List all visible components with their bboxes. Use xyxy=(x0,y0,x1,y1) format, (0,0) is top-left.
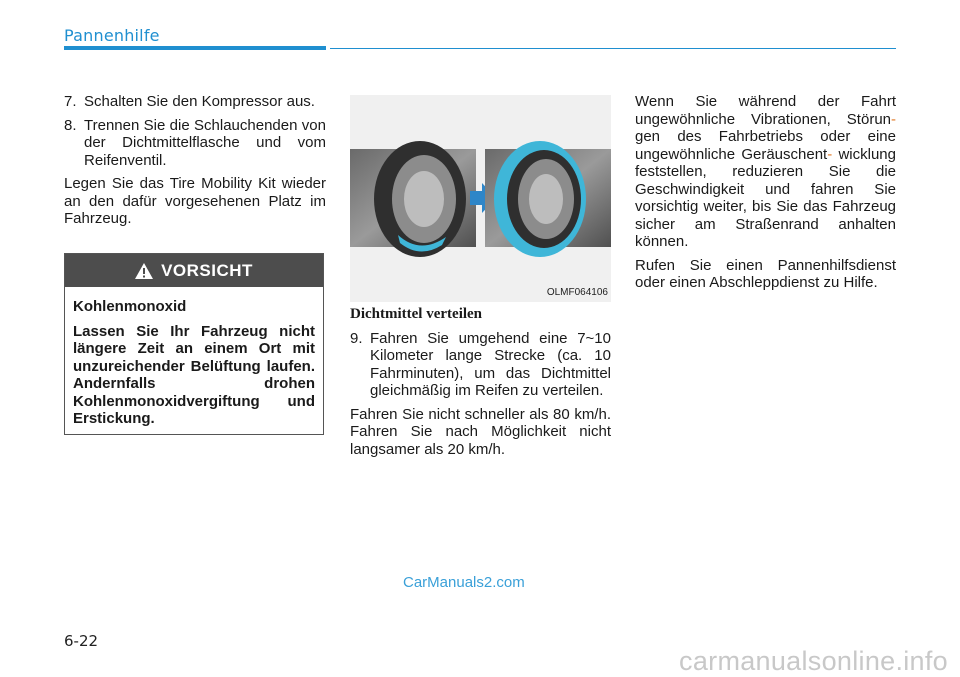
header-rule-thin xyxy=(330,48,896,49)
step-text: Trennen Sie die Schlauchenden von der Dichtmittelflasche und vom Reifenventil. xyxy=(84,116,326,169)
text-part: wicklung feststellen, reduzieren Sie die Geschwindigkeit und fahren Sie vorsichtig weiter, bis Sie das Fahrzeug sicher am Straßenrand anhalten können. xyxy=(635,145,896,250)
step-9 xyxy=(350,330,611,400)
hyphen: - xyxy=(891,110,896,128)
section-title: Pannenhilfe xyxy=(64,26,160,45)
figure-code: OLMF064106 xyxy=(546,287,608,298)
site-watermark: carmanualsonline.info xyxy=(679,646,948,676)
header-rule-thick xyxy=(64,46,326,50)
step-number: 9. xyxy=(350,329,363,347)
caution-header xyxy=(65,254,323,287)
page-number: 6-22 xyxy=(64,632,99,650)
column-right xyxy=(635,93,896,298)
caution-title: Kohlenmonoxid xyxy=(73,298,187,315)
subsection-heading: Dichtmittel verteilen xyxy=(350,306,483,322)
caution-text: Lassen Sie Ihr Fahrzeug nicht längere Zeit an einem Ort mit unzureichender Belüftung laufen. Andernfalls drohen Kohlenmonoxidvergiftung und Erstickung. xyxy=(73,322,315,427)
watermark-link[interactable]: CarManuals2.com xyxy=(403,574,525,591)
step-text: Schalten Sie den Kompressor aus. xyxy=(84,93,315,110)
paragraph-assistance: Rufen Sie einen Pannenhilfsdienst oder einen Abschleppdienst zu Hilfe. xyxy=(635,256,896,291)
caution-box xyxy=(64,253,324,435)
caution-body xyxy=(65,287,323,428)
tire-illustration xyxy=(350,95,611,302)
paragraph-speed: Fahren Sie nicht schneller als 80 km/h. Fahren Sie nach Möglichkeit nicht langsamer als 20 km/h. xyxy=(350,405,611,458)
paragraph-vibrations xyxy=(635,93,896,251)
step-number: 7. xyxy=(64,93,77,110)
step-8 xyxy=(64,117,326,170)
text-part: gen des Fahrbetriebs oder eine ungewöhnliche Geräuschent xyxy=(635,128,896,163)
step-number: 8. xyxy=(64,116,77,134)
caution-label: VORSICHT xyxy=(161,260,253,280)
column-left xyxy=(64,93,326,234)
paragraph-stow-kit: Legen Sie das Tire Mobility Kit wieder an den dafür vorgesehenen Platz im Fahrzeug. xyxy=(64,175,326,227)
text-part: Wenn Sie während der Fahrt ungewöhnliche Vibrationen, Störun xyxy=(635,93,896,128)
warning-triangle-icon xyxy=(135,263,153,279)
column-middle xyxy=(350,306,611,464)
hyphen: - xyxy=(827,145,833,163)
step-7 xyxy=(64,93,326,111)
tire-figure xyxy=(350,95,611,302)
step-text: Fahren Sie umgehend eine 7~10 Kilometer lange Strecke (ca. 10 Fahrminuten), um das Dichtmittel gleichmäßig im Reifen zu verteilen. xyxy=(370,329,611,399)
